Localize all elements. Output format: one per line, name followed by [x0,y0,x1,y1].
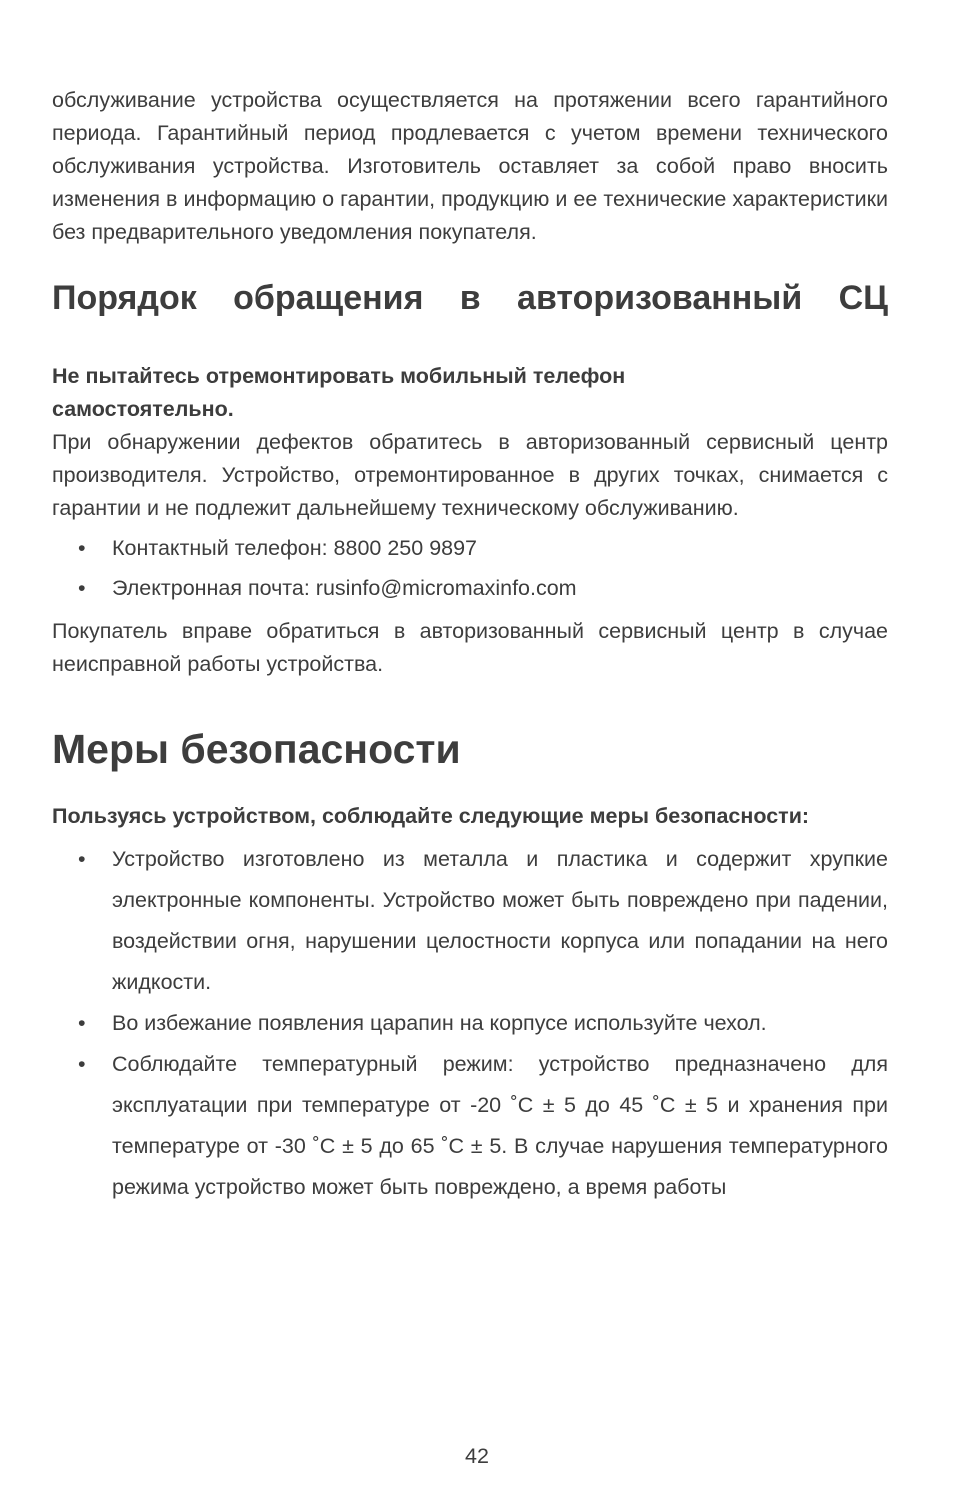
safety-materials-text: Устройство изготовлено из металла и пластика и содержит хрупкие электронные компоненты. Устройство может быть повреждено при падении, воздействии огня, нарушении целостности корпуса или попадании на него жидкости. [112,846,888,994]
service-warning-line-2: самостоятельно. [52,396,234,421]
service-warning-lead [52,360,888,426]
list-item-safety-case [52,1003,888,1044]
bullet-icon: • [78,1010,86,1035]
safety-lead-line-1: Пользуясь устройством, соблюдайте следующие меры [52,803,649,828]
bullet-icon: • [78,575,86,600]
warranty-continuation-paragraph: обслуживание устройства осуществляется на протяжении всего гарантийного периода. Гарантийный период продлевается с учетом времени технического обслуживания устройства. Изготовитель оставляет за собой право вносить изменения в информацию о гарантии, продукцию и ее технические характеристики без предварительного уведомления покупателя. [52,88,888,244]
list-item-contact-email [52,572,888,605]
contact-phone-text: Контактный телефон: 8800 250 9897 [112,535,478,560]
safety-lead [52,800,888,833]
safety-bullet-list [52,839,888,1208]
page-number: 42 [465,1444,489,1468]
bullet-icon: • [78,846,86,871]
bullet-icon: • [78,535,86,560]
section-heading-safety: Меры безопасности [52,725,461,772]
list-item-safety-materials [52,839,888,1003]
safety-temperature-text: Соблюдайте температурный режим: устройство предназначено для эксплуатации при температуре от -20 ˚C ± 5 до 45 ˚C ± 5 и хранения при температуре от -30 ˚C ± 5 до 65 ˚C ± 5. В случае нарушения температурного режима устройство может быть повреждено, а время работы [112,1051,888,1199]
contact-email-text: Электронная почта: rusinfo@micromaxinfo.com [112,575,577,600]
safety-case-text: Во избежание появления царапин на корпусе используйте чехол. [112,1010,767,1035]
bullet-icon: • [78,1051,86,1076]
list-item-safety-temperature [52,1044,888,1208]
list-item-contact-phone [52,532,888,565]
service-closing-paragraph: Покупатель вправе обратиться в авторизованный сервисный центр в случае неисправной работы устройства. [52,618,888,676]
service-warning-line-1: Не пытайтесь отремонтировать мобильный телефон [52,363,626,388]
service-center-paragraph: При обнаружении дефектов обратитесь в авторизованный сервисный центр производителя. Устройство, отремонтированное в других точках, снимается с гарантии и не подлежит дальнейшему техническому обслуживанию. [52,429,888,520]
safety-lead-line-2: безопасности: [654,803,810,828]
contact-bullet-list [52,532,888,605]
section-heading-service-center: Порядок обращения в авторизованный СЦ [52,279,888,317]
